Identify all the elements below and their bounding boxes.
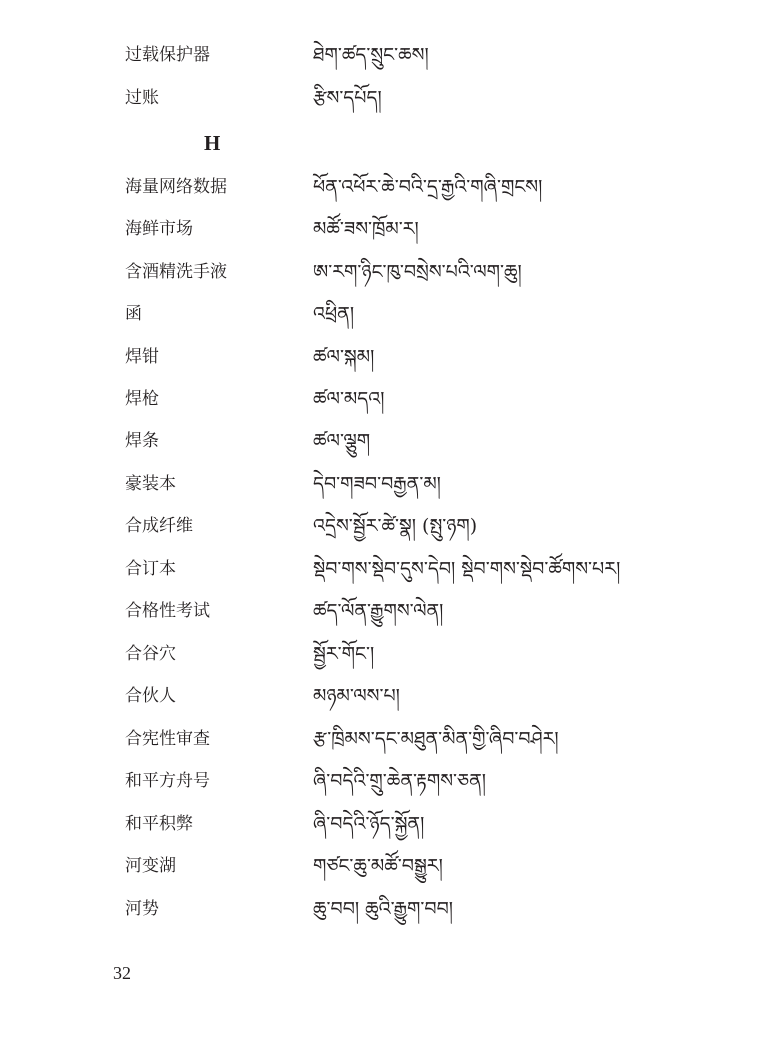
chinese-term: 海量网络数据 (125, 177, 227, 197)
entry-row (0, 40, 779, 70)
chinese-term: 焊枪 (125, 389, 159, 409)
tibetan-term: ཕོན་འཕོར་ཆེ་བའི་དྲ་རྒྱའི་གཞི་གྲངས། (313, 176, 543, 198)
entry-row (0, 639, 779, 669)
section-letter-heading: H (204, 131, 221, 155)
tibetan-term: མཚོ་ཟས་ཁྲོམ་ར། (313, 218, 419, 240)
entry-row (0, 257, 779, 287)
tibetan-term: རྩིས་དཔོད། (313, 87, 382, 109)
tibetan-term: ཚལ་སྐམ། (313, 346, 375, 368)
chinese-term: 合成纤维 (125, 516, 193, 536)
entry-row (0, 342, 779, 372)
chinese-term: 合宪性审查 (125, 729, 210, 749)
entry-row (0, 596, 779, 626)
entry-row (0, 426, 779, 456)
entry-row (0, 894, 779, 924)
page-number: 32 (113, 963, 131, 983)
chinese-term: 豪装本 (125, 474, 176, 494)
chinese-term: 焊钳 (125, 347, 159, 367)
chinese-term: 海鲜市场 (125, 219, 193, 239)
chinese-term: 河势 (125, 899, 159, 919)
entry-row (0, 766, 779, 796)
chinese-term: 合谷穴 (125, 644, 176, 664)
tibetan-term: མཉམ་ལས་པ། (313, 685, 400, 707)
chinese-term: 合伙人 (125, 686, 176, 706)
chinese-term: 焊条 (125, 431, 159, 451)
entry-row (0, 299, 779, 329)
tibetan-term: ཨ་རག་ཉིང་ཁུ་བསྲེས་པའི་ལག་ཆུ། (313, 261, 522, 283)
tibetan-term: འཕྲིན། (313, 303, 355, 325)
tibetan-term: སྡེབ་གས་སྡེབ་དུས་དེབ། སྡེབ་གས་སྡེབ་ཚོགས་པར། (313, 558, 621, 580)
tibetan-term: རྩ་ཁྲིམས་དང་མཐུན་མིན་གྱི་ཞིབ་བཤེར། (313, 728, 559, 750)
tibetan-term: སྦྱོར་གོང་། (313, 643, 375, 665)
tibetan-term: ཞི་བདེའི་ཉོད་སྐྱོན། (313, 813, 425, 835)
chinese-term: 函 (125, 304, 142, 324)
entry-row (0, 809, 779, 839)
entry-row (0, 724, 779, 754)
chinese-term: 含酒精洗手液 (125, 262, 227, 282)
chinese-term: 合订本 (125, 559, 176, 579)
entry-row (0, 172, 779, 202)
tibetan-term: དེབ་གཟབ་བརྒྱན་མ། (313, 473, 441, 495)
tibetan-term: འདྲེས་སྦྱོར་ཚེ་སྣ། (སྤུ་ཉག) (313, 515, 478, 537)
entry-row (0, 384, 779, 414)
chinese-term: 和平方舟号 (125, 771, 210, 791)
chinese-term: 过账 (125, 88, 159, 108)
entry-row (0, 214, 779, 244)
tibetan-term: ཚལ་མདའ། (313, 388, 385, 410)
entry-row (0, 511, 779, 541)
entry-row (0, 851, 779, 881)
entry-row (0, 681, 779, 711)
chinese-term: 过载保护器 (125, 45, 210, 65)
tibetan-term: ཚད་ལོན་རྒྱུགས་ལེན། (313, 600, 444, 622)
chinese-term: 河变湖 (125, 856, 176, 876)
chinese-term: 和平积弊 (125, 814, 193, 834)
entry-row (0, 83, 779, 113)
tibetan-term: ཆུ་བབ། ཆུའི་རྒྱུག་བབ། (313, 898, 453, 920)
tibetan-term: གཙང་ཆུ་མཚོ་བསྒྱུར། (313, 855, 443, 877)
entry-row (0, 554, 779, 584)
chinese-term: 合格性考试 (125, 601, 210, 621)
tibetan-term: ཚལ་ལྕུག (313, 430, 371, 452)
tibetan-term: ཞི་བདེའི་གྲུ་ཆེན་རྟགས་ཅན། (313, 770, 486, 792)
tibetan-term: ཐེག་ཚད་སྲུང་ཆས། (313, 44, 429, 66)
entry-row (0, 469, 779, 499)
